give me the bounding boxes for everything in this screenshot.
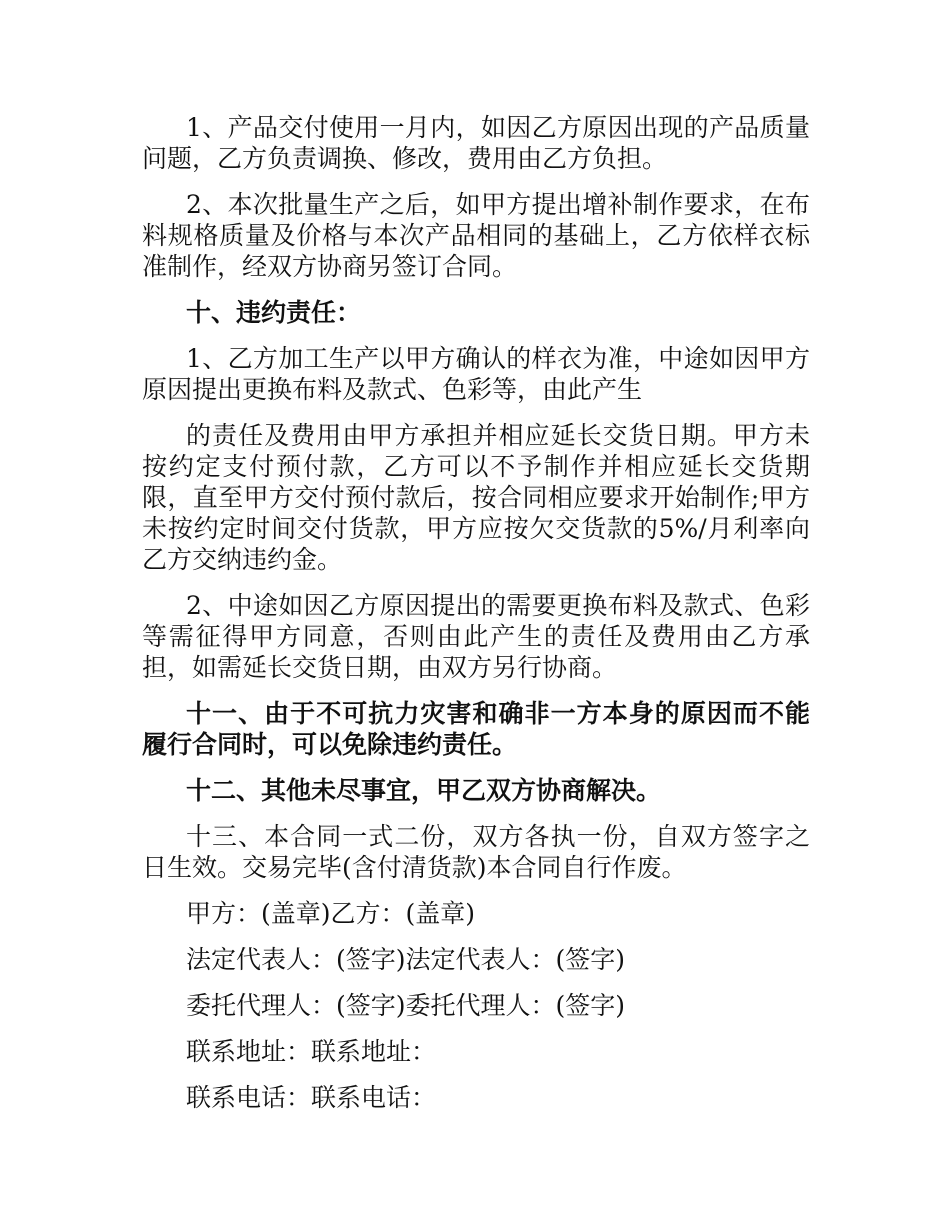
section-heading-force-majeure: 十一、由于不可抗力灾害和确非一方本身的原因而不能履行合同时，可以免除违约责任。 [142, 699, 810, 759]
clause-quality-warranty: 1、产品交付使用一月内，如因乙方原因出现的产品质量问题，乙方负责调换、修改，费用由乙方负担。 [142, 113, 810, 173]
contact-phone-line: 联系电话：联系电话： [186, 1083, 437, 1112]
section-heading-other-matters: 十二、其他未尽事宜，甲乙双方协商解决。 [186, 776, 662, 805]
section-heading-breach-liability: 十、违约责任： [186, 298, 362, 327]
clause-copies-validity: 十三、本合同一式二份，双方各执一份，自双方签字之日生效。交易完毕(含付清货款)本合同自行作废。 [142, 822, 810, 882]
clause-breach-party-a-part1: 1、乙方加工生产以甲方确认的样衣为准，中途如因甲方原因提出更换布料及款式、色彩等，由此产生 [142, 344, 810, 404]
clause-breach-party-b: 2、中途如因乙方原因提出的需要更换布料及款式、色彩等需征得甲方同意，否则由此产生的责任及费用由乙方承担，如需延长交货日期，由双方另行协商。 [142, 591, 810, 682]
contract-page [142, 112, 810, 1128]
signature-line-legal-representative: 法定代表人：(签字)法定代表人：(签字) [186, 945, 626, 974]
signature-line-authorized-agent: 委托代理人：(签字)委托代理人：(签字) [186, 991, 626, 1020]
clause-breach-party-a-part2: 的责任及费用由甲方承担并相应延长交货日期。甲方未按约定支付预付款，乙方可以不予制作并相应延长交货期限，直至甲方交付预付款后，按合同相应要求开始制作;甲方未按约定时间交付货款，甲方应按欠交货款的5%/月利率向乙方交纳违约金。 [142, 421, 810, 574]
contact-address-line: 联系地址：联系地址： [186, 1037, 437, 1066]
signature-line-party-seal: 甲方：(盖章)乙方：(盖章) [186, 899, 476, 928]
clause-additional-production: 2、本次批量生产之后，如甲方提出增补制作要求，在布料规格质量及价格与本次产品相同的基础上，乙方依样衣标准制作，经双方协商另签订合同。 [142, 190, 810, 281]
